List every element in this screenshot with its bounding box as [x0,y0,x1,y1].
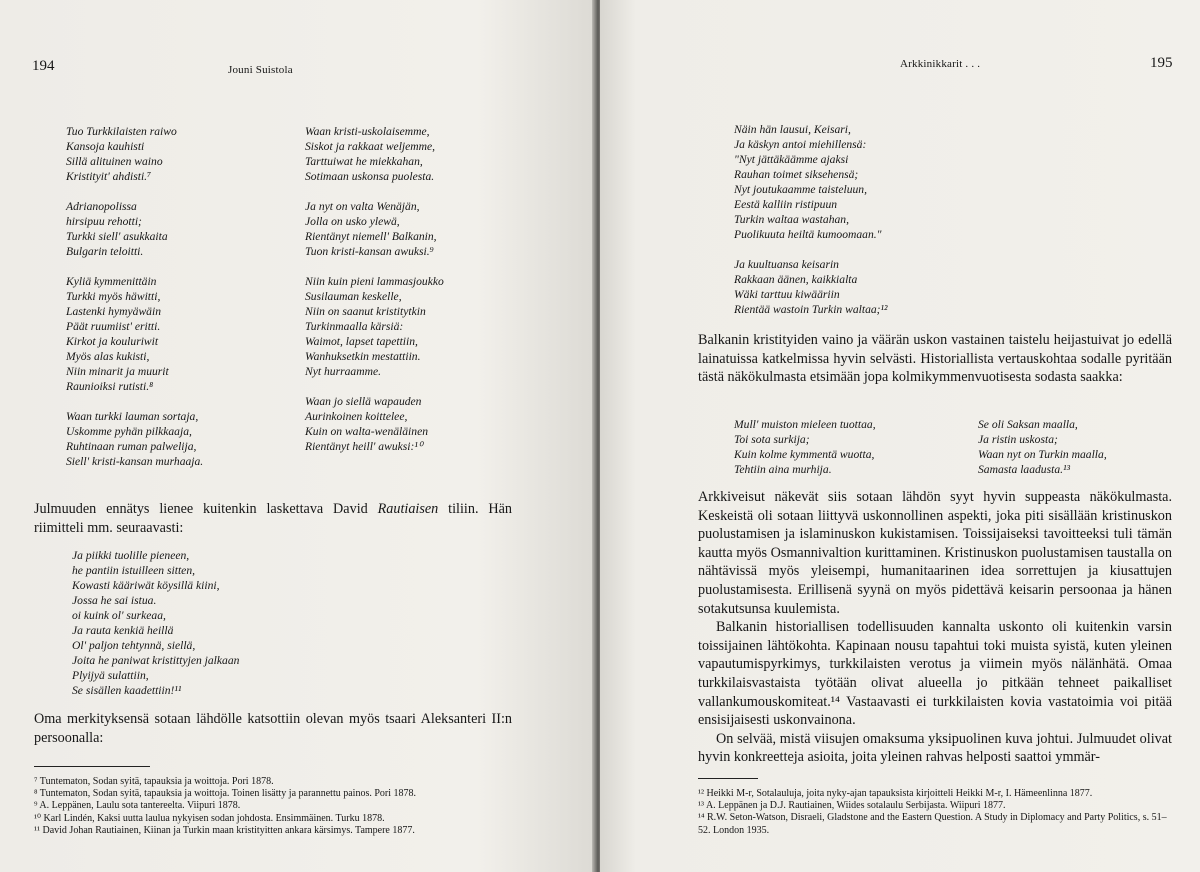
stanza [305,394,444,454]
verse-line: Adrianopolissa [66,200,137,213]
verse-line: hirsipuu rehotti; [66,215,142,228]
footnote: ⁸ Tuntematon, Sodan syitä, tapauksia ja woittoja. Toinen lisätty ja parannettu painos. Pori 1878. [34,788,417,800]
verse-line: Se oli Saksan maalla, [978,418,1078,431]
verse-line: Lastenki hymyäwäin [66,305,161,318]
stanza [66,274,203,394]
verse-line: Tuo Turkkilaisten raiwo [66,125,177,138]
running-head: Jouni Suistola [228,64,293,76]
stanza [305,124,444,184]
verse-line: Joita he paniwat kristittyjen jalkaan [72,654,240,667]
paragraph-text: Oma merkityksensä sotaan lähdölle katsottiin olevan myös tsaari Aleksanteri II:n persoonalla: [34,711,512,746]
verse-line: Kowasti kääriwät köysillä kiini, [72,579,220,592]
stanza [305,274,444,379]
verse-line: oi kuink ol' surkeaa, [72,609,166,622]
verse-line: Kuin kolme kymmentä wuotta, [734,448,875,461]
verse-line: Kuin on walta-wenäläinen [305,425,429,438]
footnotes [34,776,508,837]
poem-mid-left [734,417,876,477]
verse-line: Tarttuiwat he miekkahan, [305,155,423,168]
verse-line: Niin minarit ja muurit [66,365,169,378]
verse-line: Jolla on usko ylewä, [305,215,400,228]
paragraph-text: Balkanin historiallisen todellisuuden kannalta uskonto oli kuitenkin varsin toissijainen lähtökohta. Kapinaan nousu tapahtui toki muista syistä, kuten yleinen vapautumispyrkimys, turkkilaisten verotus ja viimein myös nälänhätä. Omaa turkkilaisvastaista työtään olivat alueella jo pitkään tehneet paikalliset vallankumouskomiteat.¹⁴ Vastaavasti ei turkkilaisten kovia vastatoimia voi pitää ensisijaisesti uskonvainona. [698,619,1172,729]
paragraph-text: On selvää, mistä viisujen omaksuma yksipuolinen kuva johtui. Julmuudet olivat hyvin konkreetteja asioita, joita yleinen rahvas helposti saattoi ymmär- [698,730,1172,766]
verse-line: Toi sota surkija; [734,433,810,446]
verse-line: Rientää wastoin Turkin waltaa;¹² [734,303,888,316]
verse-line: Kansoja kauhisti [66,140,145,153]
body-paragraph [34,710,512,747]
verse-line: Eestä kalliin ristipuun [734,198,838,211]
verse-line: he pantiin istuilleen sitten, [72,564,196,577]
footnote-divider [698,778,758,779]
verse-line: Turkki myös häwitti, [66,290,161,303]
verse-line: Waan kristi-uskolaisemme, [305,125,430,138]
body-paragraph [698,331,1172,387]
verse-line: Ja käskyn antoi miehillensä: [734,138,867,151]
verse-line: Bulgarin teloitti. [66,245,144,258]
verse-line: Tehtiin aina murhija. [734,463,832,476]
paragraph-text: Arkkiveisut näkevät siis sotaan lähdön syyt hyvin suppeasta näkökulmasta. Keskeistä oli sotaan liittyvä uskonnollinen aspekti, joka piti sisällään kristinuskon puolustamisen ja islaminuskon kukistamisen. Toissijaiseksi tavoitteeksi tuli tämän kautta myös Osmannivaltion kurittaminen. Kristinuskon puolustamisen taustalla on nähtävissä myös yleisempi, humanitaarinen idea sorrettujen ja kiusattujen puolustamisesta. Erillisenä syynä on myös pidettävä keisarin persoonaa ja hänen sotakutsunsa kuulemista. [698,489,1172,617]
page-number: 195 [1150,55,1173,71]
verse-line: Waan jo siellä wapauden [305,395,422,408]
stanza [66,199,203,259]
body-paragraph [34,500,512,537]
verse-line: Siell' kristi-kansan murhaaja. [66,455,204,468]
verse-line: Sillä alituinen waino [66,155,163,168]
footnote: ⁹ A. Leppänen, Laulu sota tantereelta. Viipuri 1878. [34,800,241,812]
verse-line: Niin on saanut kristitytkin [305,305,426,318]
verse-line: Nyt joutukaamme taisteluun, [734,183,867,196]
verse-line: Jossa he sai istua. [72,594,157,607]
footnote: ¹⁴ R.W. Seton-Watson, Disraeli, Gladstone and the Eastern Question. A Study in Diplomacy and Party Politics, s. 51–52. London 1935. [698,812,1167,836]
verse-line: Waan turkki lauman sortaja, [66,410,199,423]
verse-line: Kristityit' ahdisti.⁷ [66,170,152,183]
body-text [698,488,1172,767]
footnote: ¹² Heikki M-r, Sotalauluja, joita nyky-ajan tapauksista kirjoitteli Heikki M-r, I. Hämeenlinna 1877. [698,788,1093,799]
verse-line: Siskot ja rakkaat weljemme, [305,140,436,153]
stanza [734,257,888,317]
verse-line: Turkki siell' asukkaita [66,230,168,243]
verse-line: Ja nyt on valta Wenäjän, [305,200,420,213]
verse-line: Se sisällen kaadettiin!¹¹ [72,684,182,697]
verse-line: Kirkot ja kouluriwit [66,335,159,348]
verse-line: Wanhuksetkin mestattiin. [305,350,421,363]
paragraph-text: Balkanin kristityiden vaino ja väärän uskon vastainen taistelu heijastuivat jo edellä lainatuissa katkelmissa hyvin selvästi. Historiallista vertauskohtaa sodalle pyritään tästä näkökulmasta etsimään jopa kolmikymmenvuotisesta sodasta saakka: [698,332,1172,386]
verse-line: Waan nyt on Turkin maalla, [978,448,1107,461]
verse-line: Rientänyt niemell' Balkanin, [305,230,437,243]
verse-line: Samasta laadusta.¹³ [978,463,1070,476]
verse-line: Ja kuultuansa keisarin [734,258,839,271]
footnote: ¹⁰ Karl Lindén, Kaksi uutta laulua nykyisen sodan johdosta. Ensimmäinen. Turku 1878. [34,812,385,824]
poem-mid-right [978,417,1107,477]
verse-line: Aurinkoinen koittelee, [305,410,408,423]
footnote-divider [34,766,150,767]
verse-line: Myös alas kukisti, [66,350,150,363]
text-run: tiliin. Hän riimitteli mm. seuraavasti: [34,501,512,536]
verse-line: Näin hän lausui, Keisari, [734,123,851,136]
verse-line: Waimot, lapset tapettiin, [305,335,418,348]
footnote: ¹³ A. Leppänen ja D.J. Rautiainen, Wiides sotalaulu Serbijasta. Wiipuri 1877. [698,800,1006,812]
poem-top [734,122,888,317]
text-run: Julmuuden ennätys lienee kuitenkin laskettava David [34,501,378,517]
italic-name: Rautiaisen [377,501,439,517]
verse-line: Niin kuin pieni lammasjoukko [305,275,444,288]
verse-line: Uskomme pyhän pilkkaaja, [66,425,192,438]
verse-line: Kyliä kymmenittäin [66,275,157,288]
verse-line: Ol' paljon tehtynnä, siellä, [72,639,196,652]
verse-line: Wäki tarttuu kiwääriin [734,288,840,301]
verse-line: Ja rauta kenkiä heillä [72,624,174,637]
verse-line: Rientänyt heill' awuksi:¹⁰ [305,440,423,453]
page-number: 194 [32,58,55,74]
verse-line: Turkin waltaa wastahan, [734,213,849,226]
stanza [66,124,203,184]
stanza [734,122,888,242]
verse-line: Ja piikki tuolille pieneen, [72,549,190,562]
verse-line: "Nyt jättäkäämme ajaksi [734,153,849,166]
footnotes [698,788,1172,837]
stanza [66,409,203,469]
verse-line: Susilauman keskelle, [305,290,402,303]
left-page [0,0,596,872]
poem-right-column [305,124,444,454]
running-head: Arkkinikkarit . . . [900,58,981,70]
verse-line: Raunioiksi rutisti.⁸ [66,380,154,393]
poem-second [72,548,239,698]
verse-line: Päät ruumiist' eritti. [66,320,161,333]
stanza [305,199,444,259]
verse-line: Tuon kristi-kansan awuksi.⁹ [305,245,434,258]
footnote: ¹¹ David Johan Rautiainen, Kiinan ja Turkin maan kristityitten ankara kärsimys. Tampere 1877. [34,824,415,836]
verse-line: Nyt hurraamme. [305,365,381,378]
verse-line: Puolikuuta heiltä kumoomaan." [734,228,882,241]
right-page [600,0,1200,872]
verse-line: Turkinmaalla kärsiä: [305,320,404,333]
verse-line: Ja ristin uskosta; [978,433,1058,446]
verse-line: Sotimaan uskonsa puolesta. [305,170,435,183]
verse-line: Plyijyä sulattiin, [72,669,149,682]
poem-left-column [66,124,203,469]
verse-line: Ruhtinaan ruman palwelija, [66,440,197,453]
verse-line: Rauhan toimet siksehensä; [734,168,859,181]
footnote: ⁷ Tuntematon, Sodan syitä, tapauksia ja woittoja. Pori 1878. [34,776,274,787]
verse-line: Rakkaan äänen, kaikkialta [734,273,858,286]
verse-line: Mull' muiston mieleen tuottaa, [734,418,876,431]
